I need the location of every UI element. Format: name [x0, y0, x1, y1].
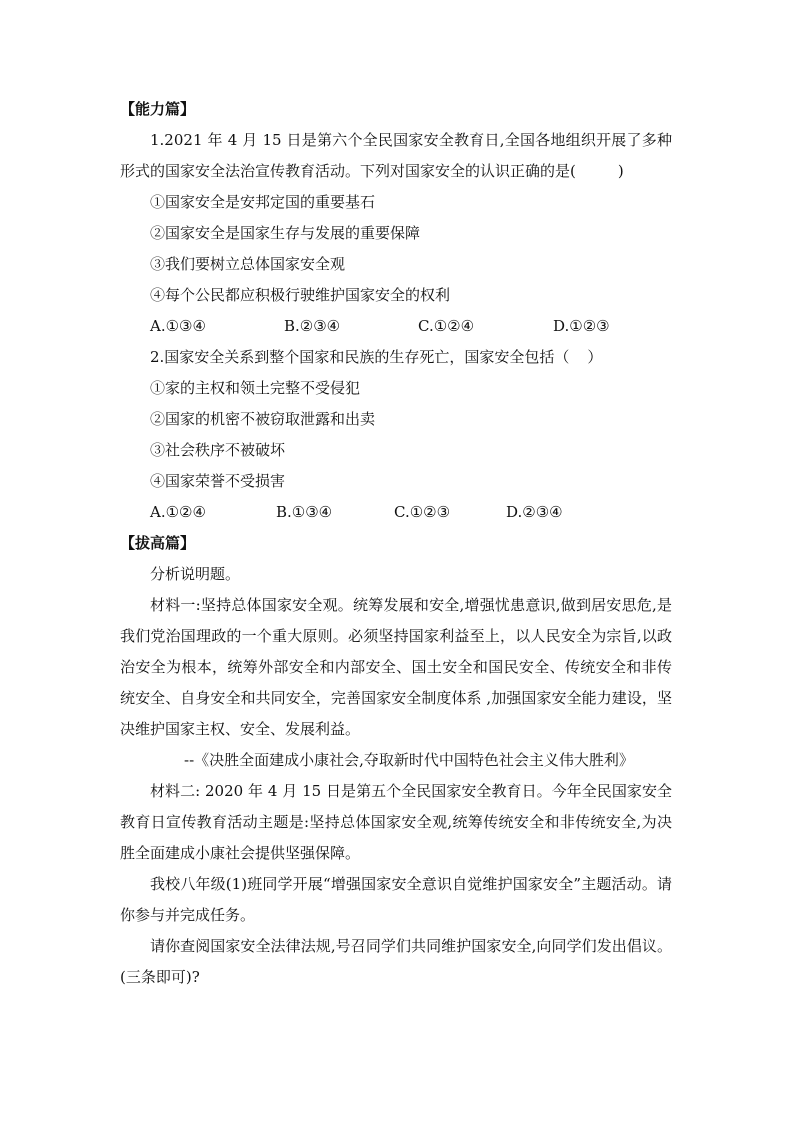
advance-intro: 分析说明题。	[150, 565, 241, 583]
question-1-option-1: ①国家安全是安邦定国的重要基石	[150, 193, 376, 211]
question-2-choice-b: B.①③④	[276, 503, 333, 521]
task-prompt: 请你查阅国家安全法律法规,号召同学们共同维护国家安全,向同学们发出倡议。 (三条即可)?	[120, 937, 672, 986]
material-1-citation: --《决胜全面建成小康社会,夺取新时代中国特色社会主义伟大胜利》	[184, 751, 634, 769]
question-2-option-1: ①家的主权和领土完整不受侵犯	[150, 379, 361, 397]
material-2: 材料二: 2020 年 4 月 15 日是第五个全民国家安全教育日。今年全民国家安全教育日宣传教育活动主题是:坚持总体国家安全观,统筹传统安全和非传统安全,为决胜全面建成小康社会提供坚强保障。	[120, 782, 672, 862]
question-1-option-3: ③我们要树立总体国家安全观	[150, 255, 346, 273]
document-content	[120, 94, 672, 993]
section-title-ability: 【能力篇】	[120, 100, 196, 118]
question-1-choices	[120, 311, 672, 342]
question-2-choices	[120, 497, 672, 528]
question-1-bracket-close: )	[617, 162, 624, 180]
question-2-stem	[120, 342, 672, 373]
question-1-option-2: ②国家安全是国家生存与发展的重要保障	[150, 224, 421, 242]
question-2-choice-d: D.②③④	[506, 503, 563, 521]
section-title-advance: 【拔高篇】	[120, 534, 196, 552]
question-2-bracket-close: ）	[587, 348, 603, 366]
question-1-choice-c: C.①②④	[418, 317, 475, 335]
question-2-option-4: ④国家荣誉不受损害	[150, 472, 286, 490]
question-1-choice-a: A.①③④	[150, 317, 206, 335]
question-2-option-2: ②国家的机密不被窃取泄露和出卖	[150, 410, 376, 428]
question-1-option-4: ④每个公民都应积极行驶维护国家安全的权利	[150, 286, 451, 304]
question-2-choice-c: C.①②③	[394, 503, 451, 521]
question-1-stem	[120, 125, 672, 187]
question-1-text: 1.2021 年 4 月 15 日是第六个全民国家安全教育日,全国各地组织开展了多种形式的国家安全法治宣传教育活动。下列对国家安全的认识正确的是(	[120, 131, 672, 180]
question-1-choice-d: D.①②③	[553, 317, 610, 335]
question-2-choice-a: A.①②④	[150, 503, 206, 521]
question-2-text: 2.国家安全关系到整个国家和民族的生存死亡，国家安全包括（	[150, 348, 570, 366]
material-1: 材料一:坚持总体国家安全观。统筹发展和安全,增强忧患意识,做到居安思危,是我们党治国理政的一个重大原则。必须坚持国家利益至上，以人民安全为宗旨,以政治安全为根本，统筹外部安全和内部安全、国土安全和国民安全、传统安全和非传统安全、自身安全和共同安全，完善国家安全制度体系 ,加强国家安全能力建设，坚决维护国家主权、安全、发展利益。	[120, 596, 672, 738]
question-1-choice-b: B.②③④	[284, 317, 341, 335]
question-2-option-3: ③社会秩序不被破坏	[150, 441, 286, 459]
activity-description: 我校八年级(1)班同学开展“增强国家安全意识自觉维护国家安全”主题活动。请你参与并完成任务。	[120, 875, 672, 924]
